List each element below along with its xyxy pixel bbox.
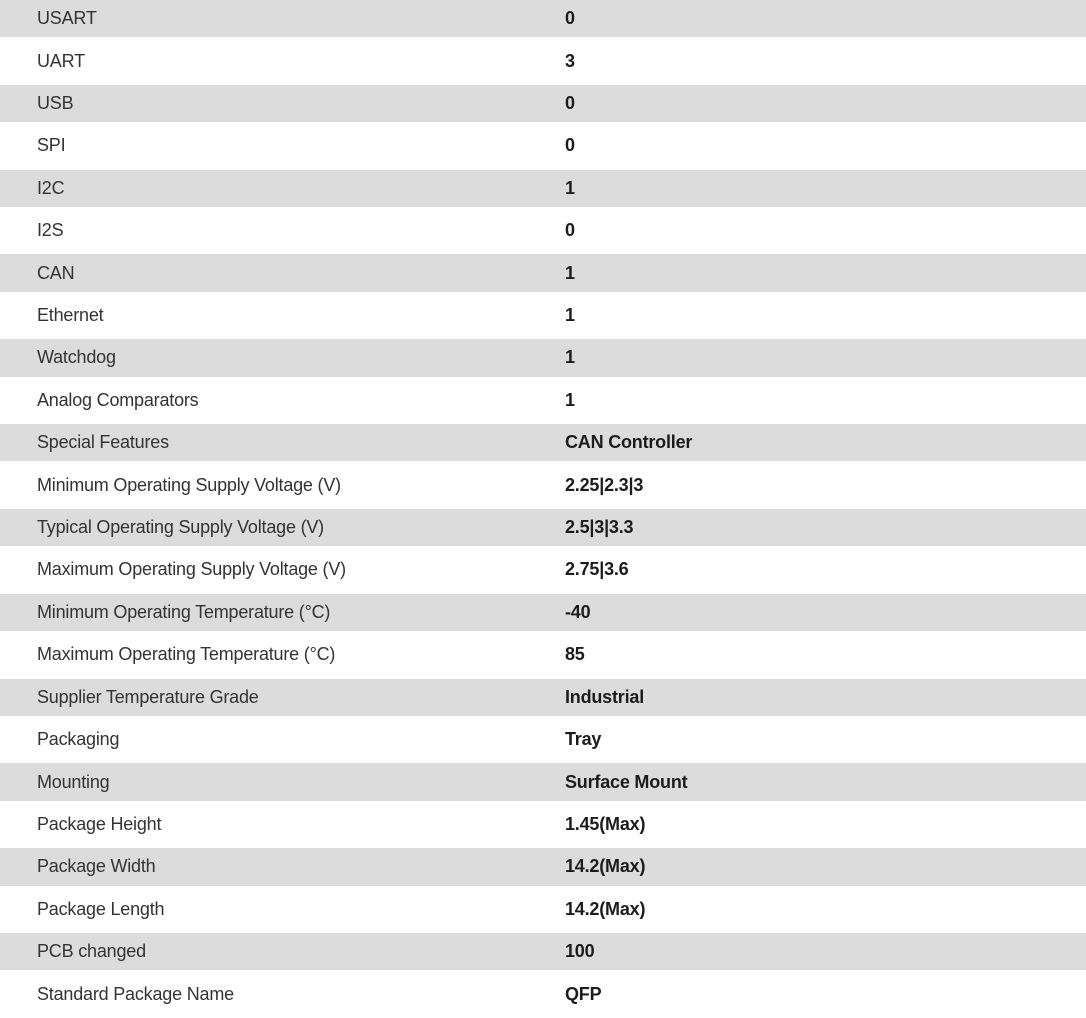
spec-value: 14.2(Max) [565,856,646,877]
table-row [0,254,1086,296]
spec-label: Standard Package Name [37,983,234,1004]
spec-label: Mounting [37,771,110,792]
spec-value: 1 [565,389,575,410]
spec-label: CAN [37,262,75,283]
spec-value: 2.25|2.3|3 [565,474,644,495]
table-row [0,806,1086,848]
spec-label: PCB changed [37,941,146,962]
spec-value: 14.2(Max) [565,898,646,919]
table-row [0,127,1086,169]
table-row [0,551,1086,593]
spec-label: SPI [37,135,66,156]
spec-value: 100 [565,941,595,962]
table-row [0,891,1086,933]
table-row [0,594,1086,636]
spec-value: 0 [565,135,575,156]
spec-value: 0 [565,93,575,114]
spec-value: 1 [565,262,575,283]
table-row [0,382,1086,424]
spec-label: Watchdog [37,347,116,368]
spec-label: Typical Operating Supply Voltage (V) [37,517,324,538]
table-row [0,975,1086,1017]
table-row [0,424,1086,466]
spec-value: 1 [565,177,575,198]
spec-label: Packaging [37,729,120,750]
spec-value: 2.75|3.6 [565,559,629,580]
spec-label: Ethernet [37,305,104,326]
table-row [0,212,1086,254]
spec-label: Minimum Operating Supply Voltage (V) [37,474,341,495]
table-row [0,170,1086,212]
table-row [0,297,1086,339]
spec-value: 0 [565,220,575,241]
table-row [0,636,1086,678]
table-row [0,763,1086,805]
spec-value: QFP [565,983,602,1004]
spec-value: 1 [565,347,575,368]
spec-label: Special Features [37,432,169,453]
table-row [0,339,1086,381]
spec-value: 85 [565,644,585,665]
spec-label: Package Width [37,856,156,877]
table-row [0,721,1086,763]
spec-label: USART [37,8,97,29]
spec-label: Maximum Operating Supply Voltage (V) [37,559,346,580]
spec-value: Industrial [565,686,645,707]
spec-label: Supplier Temperature Grade [37,686,259,707]
table-row [0,0,1086,42]
table-row [0,509,1086,551]
spec-value: 1.45(Max) [565,813,646,834]
spec-value: 3 [565,50,575,71]
table-row [0,466,1086,508]
table-row [0,42,1086,84]
spec-label: Maximum Operating Temperature (°C) [37,644,336,665]
spec-value: -40 [565,601,591,622]
table-row [0,848,1086,890]
spec-value: 2.5|3|3.3 [565,517,634,538]
spec-value: 1 [565,305,575,326]
spec-label: I2C [37,177,65,198]
spec-label: Package Height [37,813,162,834]
spec-label: UART [37,50,85,71]
spec-label: Analog Comparators [37,389,199,410]
spec-value: Surface Mount [565,771,688,792]
spec-value: 0 [565,8,575,29]
spec-value: CAN Controller [565,432,693,453]
spec-value: Tray [565,729,602,750]
table-row [0,85,1086,127]
spec-label: Minimum Operating Temperature (°C) [37,601,331,622]
table-row [0,933,1086,975]
table-row [0,679,1086,721]
spec-label: I2S [37,220,64,241]
spec-label: USB [37,93,74,114]
spec-label: Package Length [37,898,165,919]
